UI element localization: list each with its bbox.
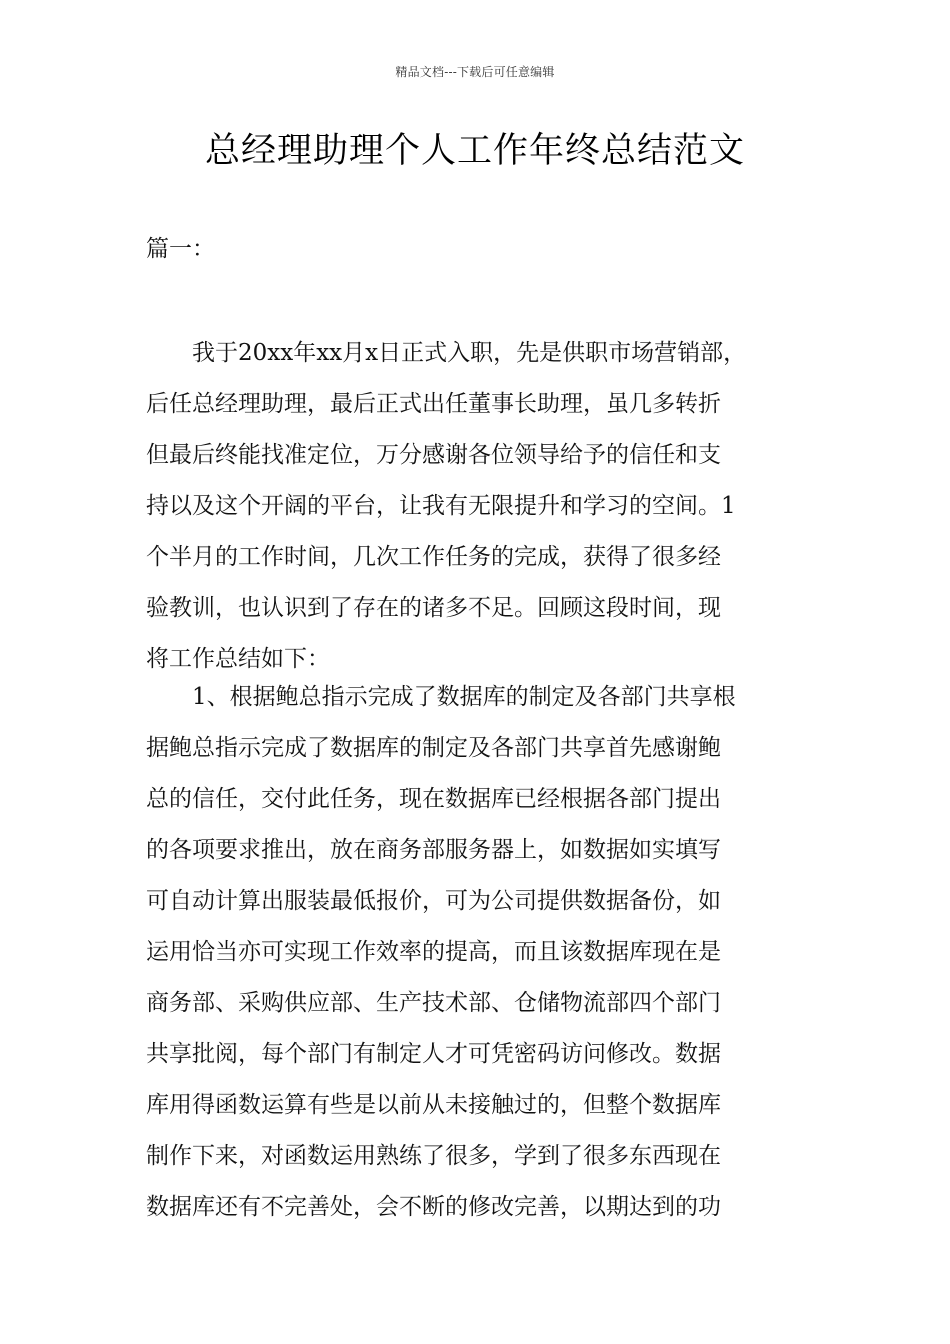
header-note: 精品文档---下载后可任意编辑 xyxy=(395,65,555,79)
paragraph-line: 制作下来，对函数运用熟练了很多，学到了很多东西现在 xyxy=(146,1143,721,1169)
paragraph-line: 商务部、采购供应部、生产技术部、仓储物流部四个部门 xyxy=(146,990,721,1016)
paragraph-line: 后任总经理助理，最后正式出任董事长助理，虽几多转折 xyxy=(146,391,721,417)
paragraph-2 xyxy=(146,672,808,1233)
paragraph-line: 但最后终能找准定位，万分感谢各位领导给予的信任和支 xyxy=(146,442,721,468)
paragraph-line: 库用得函数运算有些是以前从未接触过的，但整个数据库 xyxy=(146,1092,721,1118)
paragraph-line: 我于20xx年xx月x日正式入职，先是供职市场营销部， xyxy=(146,340,747,366)
section-label: 篇一： xyxy=(146,236,215,262)
paragraph-line: 个半月的工作时间，几次工作任务的完成，获得了很多经 xyxy=(146,544,721,570)
paragraph-line: 总的信任，交付此任务，现在数据库已经根据各部门提出 xyxy=(146,786,721,812)
paragraph-line: 1、根据鲍总指示完成了数据库的制定及各部门共享根 xyxy=(146,684,736,710)
paragraph-line: 运用恰当亦可实现工作效率的提高，而且该数据库现在是 xyxy=(146,939,721,965)
paragraph-line: 验教训，也认识到了存在的诸多不足。回顾这段时间，现 xyxy=(146,595,721,621)
paragraph-line: 共享批阅，每个部门有制定人才可凭密码访问修改。数据 xyxy=(146,1041,721,1067)
paragraph-1 xyxy=(146,328,808,685)
paragraph-line: 的各项要求推出，放在商务部服务器上，如数据如实填写 xyxy=(146,837,721,863)
paragraph-line: 可自动计算出服装最低报价，可为公司提供数据备份，如 xyxy=(146,888,721,914)
paragraph-line: 据鲍总指示完成了数据库的制定及各部门共享首先感谢鲍 xyxy=(146,735,721,761)
paragraph-line: 数据库还有不完善处，会不断的修改完善，以期达到的功 xyxy=(146,1194,721,1220)
paragraph-line: 持以及这个开阔的平台，让我有无限提升和学习的空间。1 xyxy=(146,493,736,519)
document-title: 总经理助理个人工作年终总结范文 xyxy=(204,131,745,171)
paragraph-line: 将工作总结如下： xyxy=(146,646,330,672)
